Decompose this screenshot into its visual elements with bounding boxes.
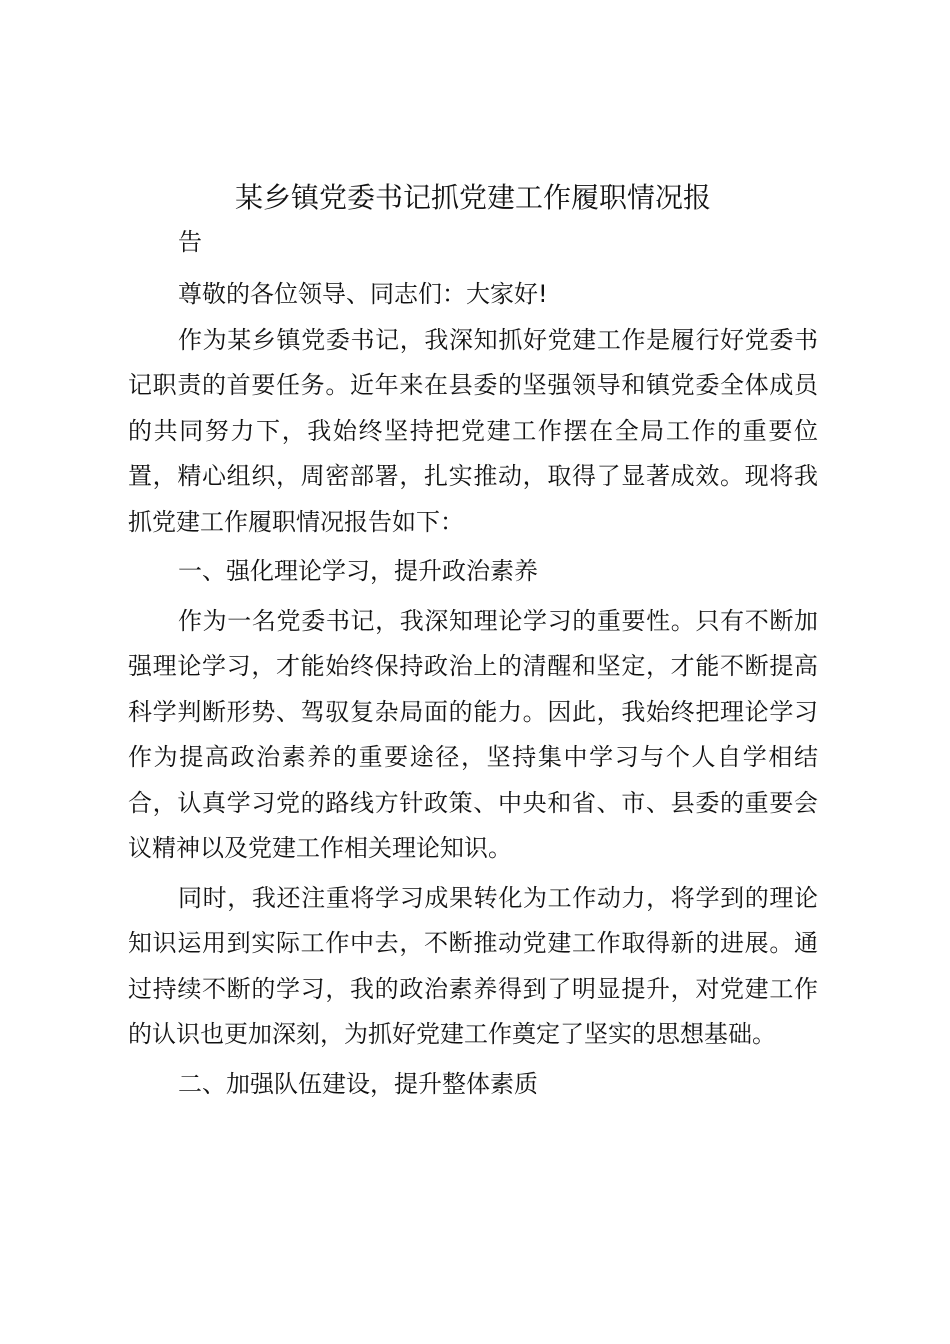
document-title-tail: 告 <box>178 228 202 256</box>
greeting: 尊敬的各位领导、同志们：大家好! <box>178 280 548 308</box>
document-body <box>128 176 818 1107</box>
section-1-paragraph-2: 同时，我还注重将学习成果转化为工作动力，将学到的理论知识运用到实际工作中去，不断推动党建工作取得新的进展。通过持续不断的学习，我的政治素养得到了明显提升，对党建工作的认识也更加深刻，为抓好党建工作奠定了坚实的思想基础。 <box>128 883 818 1048</box>
intro-paragraph: 作为某乡镇党委书记，我深知抓好党建工作是履行好党委书记职责的首要任务。近年来在县委的坚强领导和镇党委全体成员的共同努力下，我始终坚持把党建工作摆在全局工作的重要位置，精心组织，周密部署，扎实推动，取得了显著成效。现将我抓党建工作履职情况报告如下： <box>128 325 818 536</box>
document-title <box>128 176 818 264</box>
section-1-heading: 一、强化理论学习，提升政治素养 <box>178 557 538 585</box>
section-1-paragraph-1: 作为一名党委书记，我深知理论学习的重要性。只有不断加强理论学习，才能始终保持政治上的清醒和坚定，才能不断提高科学判断形势、驾驭复杂局面的能力。因此，我始终把理论学习作为提高政治素养的重要途径，坚持集中学习与个人自学相结合，认真学习党的路线方针政策、中央和省、市、县委的重要会议精神以及党建工作相关理论知识。 <box>128 606 818 862</box>
section-2-heading: 二、加强队伍建设，提升整体素质 <box>178 1069 538 1098</box>
document-title-main: 某乡镇党委书记抓党建工作履职情况报 <box>234 181 711 214</box>
